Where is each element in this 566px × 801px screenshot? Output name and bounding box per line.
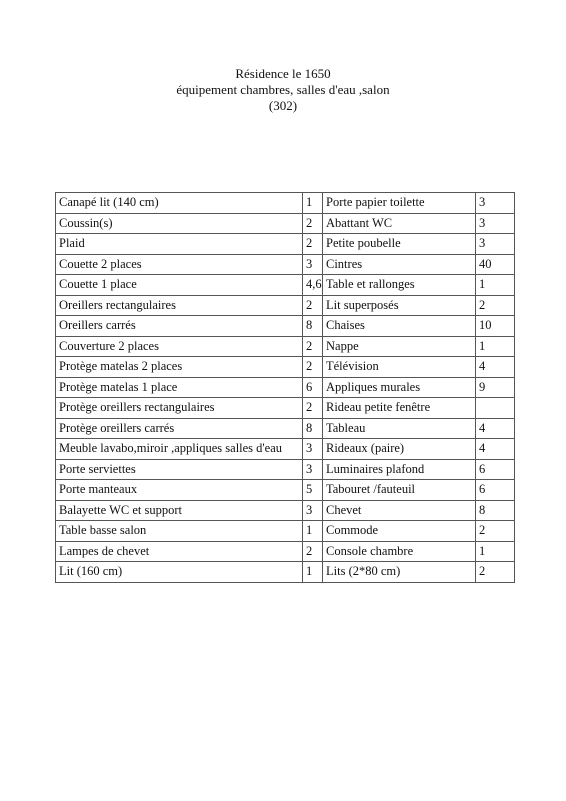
- qty-left-cell: 1: [303, 193, 323, 214]
- inventory-table-body: [56, 193, 515, 583]
- document-title: Résidence le 1650: [235, 66, 331, 81]
- item-right-cell: Télévision: [323, 357, 476, 378]
- table-row: [56, 377, 515, 398]
- item-left-cell: Lampes de chevet: [56, 541, 303, 562]
- table-row: [56, 316, 515, 337]
- qty-right-cell: 2: [476, 521, 515, 542]
- qty-right-cell: 6: [476, 480, 515, 501]
- table-row: [56, 521, 515, 542]
- qty-right-cell: 1: [476, 541, 515, 562]
- item-right-cell: Nappe: [323, 336, 476, 357]
- table-row: [56, 398, 515, 419]
- qty-left-cell: 2: [303, 357, 323, 378]
- item-right-cell: Tableau: [323, 418, 476, 439]
- qty-right-cell: 8: [476, 500, 515, 521]
- item-left-cell: Plaid: [56, 234, 303, 255]
- qty-left-cell: 5: [303, 480, 323, 501]
- qty-right-cell: 4: [476, 357, 515, 378]
- qty-left-cell: 1: [303, 521, 323, 542]
- document-reference: (302): [268, 98, 298, 113]
- qty-left-cell: 4,6: [303, 275, 323, 296]
- item-right-cell: Commode: [323, 521, 476, 542]
- qty-left-cell: 2: [303, 398, 323, 419]
- qty-left-cell: 8: [303, 418, 323, 439]
- item-left-cell: Protège matelas 2 places: [56, 357, 303, 378]
- item-left-cell: Protège oreillers carrés: [56, 418, 303, 439]
- item-right-cell: Abattant WC: [323, 213, 476, 234]
- item-right-cell: Luminaires plafond: [323, 459, 476, 480]
- item-left-cell: Couverture 2 places: [56, 336, 303, 357]
- table-row: [56, 541, 515, 562]
- item-right-cell: Cintres: [323, 254, 476, 275]
- item-left-cell: Oreillers rectangulaires: [56, 295, 303, 316]
- table-row: [56, 562, 515, 583]
- qty-left-cell: 8: [303, 316, 323, 337]
- table-row: [56, 234, 515, 255]
- qty-right-cell: 3: [476, 193, 515, 214]
- document-header: [0, 66, 566, 114]
- table-row: [56, 336, 515, 357]
- qty-right-cell: 9: [476, 377, 515, 398]
- inventory-table: [55, 192, 515, 583]
- item-right-cell: Table et rallonges: [323, 275, 476, 296]
- qty-left-cell: 3: [303, 439, 323, 460]
- item-right-cell: Chevet: [323, 500, 476, 521]
- qty-right-cell: 3: [476, 213, 515, 234]
- qty-left-cell: 3: [303, 254, 323, 275]
- qty-right-cell: 2: [476, 562, 515, 583]
- qty-right-cell: 1: [476, 336, 515, 357]
- qty-right-cell: 2: [476, 295, 515, 316]
- item-left-cell: Porte serviettes: [56, 459, 303, 480]
- qty-left-cell: 3: [303, 459, 323, 480]
- qty-left-cell: 2: [303, 234, 323, 255]
- table-row: [56, 500, 515, 521]
- table-row: [56, 193, 515, 214]
- table-row: [56, 275, 515, 296]
- qty-right-cell: 10: [476, 316, 515, 337]
- qty-left-cell: 1: [303, 562, 323, 583]
- qty-left-cell: 6: [303, 377, 323, 398]
- item-left-cell: Couette 1 place: [56, 275, 303, 296]
- qty-right-cell: 6: [476, 459, 515, 480]
- item-right-cell: Console chambre: [323, 541, 476, 562]
- table-row: [56, 459, 515, 480]
- item-right-cell: Tabouret /fauteuil: [323, 480, 476, 501]
- qty-left-cell: 2: [303, 295, 323, 316]
- item-left-cell: Coussin(s): [56, 213, 303, 234]
- table-row: [56, 480, 515, 501]
- item-left-cell: Porte manteaux: [56, 480, 303, 501]
- qty-right-cell: 3: [476, 234, 515, 255]
- table-row: [56, 418, 515, 439]
- qty-left-cell: 2: [303, 336, 323, 357]
- item-right-cell: Lits (2*80 cm): [323, 562, 476, 583]
- table-row: [56, 295, 515, 316]
- qty-left-cell: 2: [303, 541, 323, 562]
- item-left-cell: Oreillers carrés: [56, 316, 303, 337]
- qty-right-cell: 40: [476, 254, 515, 275]
- table-row: [56, 254, 515, 275]
- item-left-cell: Meuble lavabo,miroir ,appliques salles d'eau: [56, 439, 303, 460]
- table-row: [56, 213, 515, 234]
- qty-right-cell: [476, 398, 515, 419]
- item-right-cell: Chaises: [323, 316, 476, 337]
- item-left-cell: Lit (160 cm): [56, 562, 303, 583]
- item-left-cell: Couette 2 places: [56, 254, 303, 275]
- item-right-cell: Lit superposés: [323, 295, 476, 316]
- item-right-cell: Rideaux (paire): [323, 439, 476, 460]
- qty-left-cell: 3: [303, 500, 323, 521]
- qty-left-cell: 2: [303, 213, 323, 234]
- table-row: [56, 439, 515, 460]
- qty-right-cell: 1: [476, 275, 515, 296]
- document-subtitle: équipement chambres, salles d'eau ,salon: [176, 82, 390, 97]
- item-left-cell: Protège oreillers rectangulaires: [56, 398, 303, 419]
- item-left-cell: Balayette WC et support: [56, 500, 303, 521]
- table-row: [56, 357, 515, 378]
- item-right-cell: Porte papier toilette: [323, 193, 476, 214]
- item-right-cell: Rideau petite fenêtre: [323, 398, 476, 419]
- item-right-cell: Appliques murales: [323, 377, 476, 398]
- qty-right-cell: 4: [476, 418, 515, 439]
- qty-right-cell: 4: [476, 439, 515, 460]
- item-left-cell: Canapé lit (140 cm): [56, 193, 303, 214]
- item-left-cell: Table basse salon: [56, 521, 303, 542]
- item-right-cell: Petite poubelle: [323, 234, 476, 255]
- item-left-cell: Protège matelas 1 place: [56, 377, 303, 398]
